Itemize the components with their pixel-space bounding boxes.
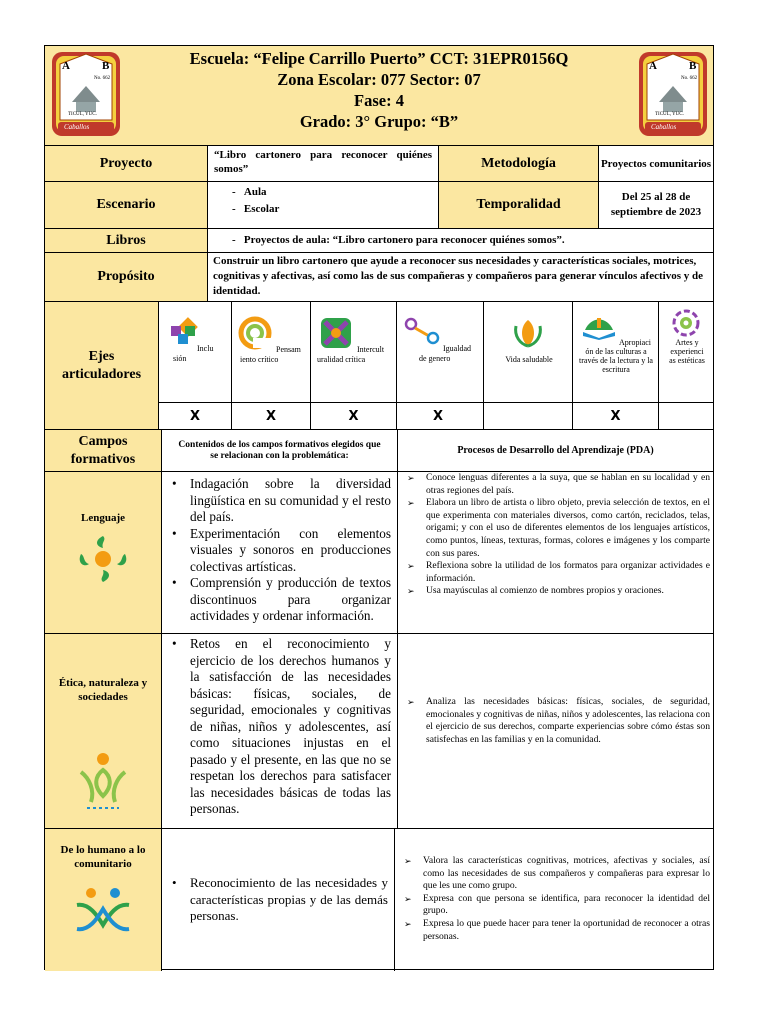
axis-label: ón de las culturas a través de la lectura y la escritura (579, 347, 653, 374)
ethics-row (45, 634, 713, 829)
pda-item: ➢ Valora las características cognitivas, motrices, afectivas y sociales, así como las necesidades de sus compañeros y compañeras para expresar lo que les une como grupo. (401, 855, 710, 893)
language-row (45, 472, 713, 634)
axis-label: de genero (419, 354, 451, 363)
content-item: • Reconocimiento de las necesidades y características propias y de las demás personas. (168, 875, 388, 925)
fields-label: Campos formativos (45, 430, 162, 471)
reading-culture-icon (579, 312, 619, 340)
critical-thinking-icon (238, 316, 272, 350)
axes-label: Ejes articuladores (45, 302, 159, 429)
school-logo-right (637, 50, 709, 138)
project-row (45, 146, 713, 182)
books-value: - Proyectos de aula: “Libro cartonero para reconocer quiénes somos”. (232, 234, 565, 246)
logo-town: TICUL, YUC. (655, 112, 684, 117)
content-item: • Comprensión y producción de textos discontinuos para organizar actividades y ordenar información. (168, 575, 391, 625)
community-label-cell (45, 829, 162, 971)
pda-item: ➢ Expresa con que persona se identifica, para reconocer la identidad del grupo. (401, 893, 710, 918)
contents-header: Contenidos de los campos formativos elegidos que se relacionan con la problemática: (162, 430, 398, 471)
header (45, 46, 713, 146)
project-value: “Libro cartonero para reconocer quiénes somos” (208, 146, 439, 181)
community-contents (162, 829, 395, 971)
axis-mark: X (573, 403, 659, 429)
pda-item: ➢ Analiza las necesidades básicas: físicas, sociales, de seguridad, emocionales y cognitivas de niñas, niños y adolescentes, las relaciona con el ejercicio de sus derechos, comparte experiencias sobre cómo éstas son satisfechas en las familias y en la comunidad. (404, 696, 710, 746)
axis-label: Igualdad (443, 344, 471, 353)
fields-header-row (45, 430, 713, 472)
temporality-label: Temporalidad (439, 182, 599, 228)
community-icon (73, 885, 133, 935)
grade-line: Grado: 3° Grupo: “B” (299, 112, 459, 131)
healthy-life-icon (510, 316, 546, 350)
ethics-label-cell (45, 634, 162, 828)
language-label: Lenguaje (81, 512, 125, 524)
inclusion-icon (167, 316, 199, 348)
logo-script: Caballos (651, 123, 677, 131)
header-title (125, 48, 633, 132)
logo-number: No. 662 (681, 76, 698, 81)
logo-letter-b: B (102, 60, 110, 72)
purpose-value: Construir un libro cartonero que ayude a reconocer sus necesidades y características sociales, motrices, cognitivas y afectivas, así como las de sus compañeras y compañeros para generar vínculos afectivos y de identidad. (213, 255, 703, 297)
community-row (45, 829, 713, 971)
school-logo-left (50, 50, 122, 138)
temporality-value: Del 25 al 28 de septiembre de 2023 (610, 191, 702, 218)
scenario-label: Escenario (45, 182, 208, 228)
language-contents (162, 472, 398, 633)
axis-arts (659, 302, 713, 402)
community-label: De lo humano a lo comunitario (60, 844, 146, 870)
axis-gender-equality (397, 302, 484, 402)
pda-item: ➢ Expresa lo que puede hacer para tener la oportunidad de reconocer a otras personas. (401, 918, 710, 943)
pda-item: ➢ Usa mayúsculas al comienzo de nombres propios y oraciones. (404, 585, 710, 598)
axis-label: Apropiaci (619, 338, 651, 347)
interculturality-icon (319, 316, 353, 350)
ethics-label: Ética, naturaleza y sociedades (58, 677, 148, 703)
axis-mark: X (232, 403, 311, 429)
language-pda (398, 472, 713, 633)
axis-critical-thinking (232, 302, 311, 402)
methodology-value: Proyectos comunitarios (600, 157, 712, 170)
axis-label: Vida saludable (505, 355, 553, 364)
axis-mark (659, 403, 713, 429)
project-label: Proyecto (45, 146, 208, 181)
content-item: • Experimentación con elementos visuales y sonoros en producciones colectivas artísticas. (168, 526, 391, 576)
scenario-items (208, 182, 439, 228)
content-item: • Retos en el reconocimiento y ejercicio de los derechos humanos y la satisfacción de las necesidades básicas: físicas, sociales, de seguridad, emocionales y cognitivas de niñas, niños y adolescentes, así como situaciones injustas en el pasado y el presente, en las que no se respetan los derechos para satisfacer las necesidades básicas de todas las personas. (168, 636, 391, 818)
axis-label: Inclu (197, 344, 214, 353)
logo-letter-a: A (649, 60, 657, 72)
axis-label: Intercult (357, 345, 385, 354)
logo-number: No. 662 (94, 76, 111, 81)
books-label: Libros (45, 229, 208, 252)
axis-interculturality (311, 302, 397, 402)
community-pda (395, 829, 713, 971)
ethics-icon (75, 750, 131, 812)
zone-line: Zona Escolar: 077 Sector: 07 (277, 70, 481, 89)
gender-equality-icon (403, 316, 443, 346)
ethics-contents (162, 634, 398, 828)
logo-letter-b: B (689, 60, 697, 72)
pda-item: ➢ Conoce lenguas diferentes a la suya, que se hablan en su localidad y en otras regiones del país. (404, 472, 710, 497)
language-label-cell (45, 472, 162, 633)
scenario-item: - Escolar (232, 203, 280, 215)
axis-label: Pensam (276, 345, 301, 354)
purpose-row (45, 253, 713, 302)
scenario-row (45, 182, 713, 229)
logo-script: Caballos (64, 123, 90, 131)
planning-document (44, 45, 714, 970)
axis-inclusion (159, 302, 232, 402)
ethics-pda (398, 634, 713, 828)
axis-mark: X (311, 403, 397, 429)
axis-label: uralidad crítica (317, 355, 366, 364)
phase-line: Fase: 4 (354, 91, 404, 110)
content-item: • Indagación sobre la diversidad lingüística en su comunidad y el resto del país. (168, 476, 391, 526)
axis-healthy-life (484, 302, 573, 402)
pda-item: ➢ Elabora un libro de artista o libro objeto, previa selección de textos, en el que experimenta con materiales diversos, como cartón, reciclados, telas, origami; y con el uso de diferentes elementos de los lenguajes artísticos, como puntos, líneas, texturas, formas, colores e imágenes y los comparte con sus pares. (404, 497, 710, 560)
axis-label: sión (173, 354, 187, 363)
school-line: Escuela: “Felipe Carrillo Puerto” CCT: 31EPR0156Q (189, 49, 569, 68)
language-icon (73, 532, 133, 586)
axis-label: Artes y experienci (670, 338, 704, 356)
axis-mark (484, 403, 573, 429)
pda-item: ➢ Reflexiona sobre la utilidad de los formatos para organizar actividades e información. (404, 560, 710, 585)
axis-label: as estéticas (669, 356, 705, 365)
methodology-label: Metodología (439, 146, 599, 181)
axis-label: iento crítico (240, 355, 279, 364)
axis-reading-culture (573, 302, 659, 402)
axis-mark: X (397, 403, 484, 429)
pda-header: Procesos de Desarrollo del Aprendizaje (PDA) (457, 445, 654, 456)
books-row (45, 229, 713, 253)
scenario-item: - Aula (232, 186, 267, 198)
arts-icon (671, 308, 701, 338)
axes-row (45, 302, 713, 430)
axis-mark: X (159, 403, 232, 429)
purpose-label: Propósito (45, 253, 208, 301)
logo-town: TICUL, YUC. (68, 112, 97, 117)
logo-letter-a: A (62, 60, 70, 72)
